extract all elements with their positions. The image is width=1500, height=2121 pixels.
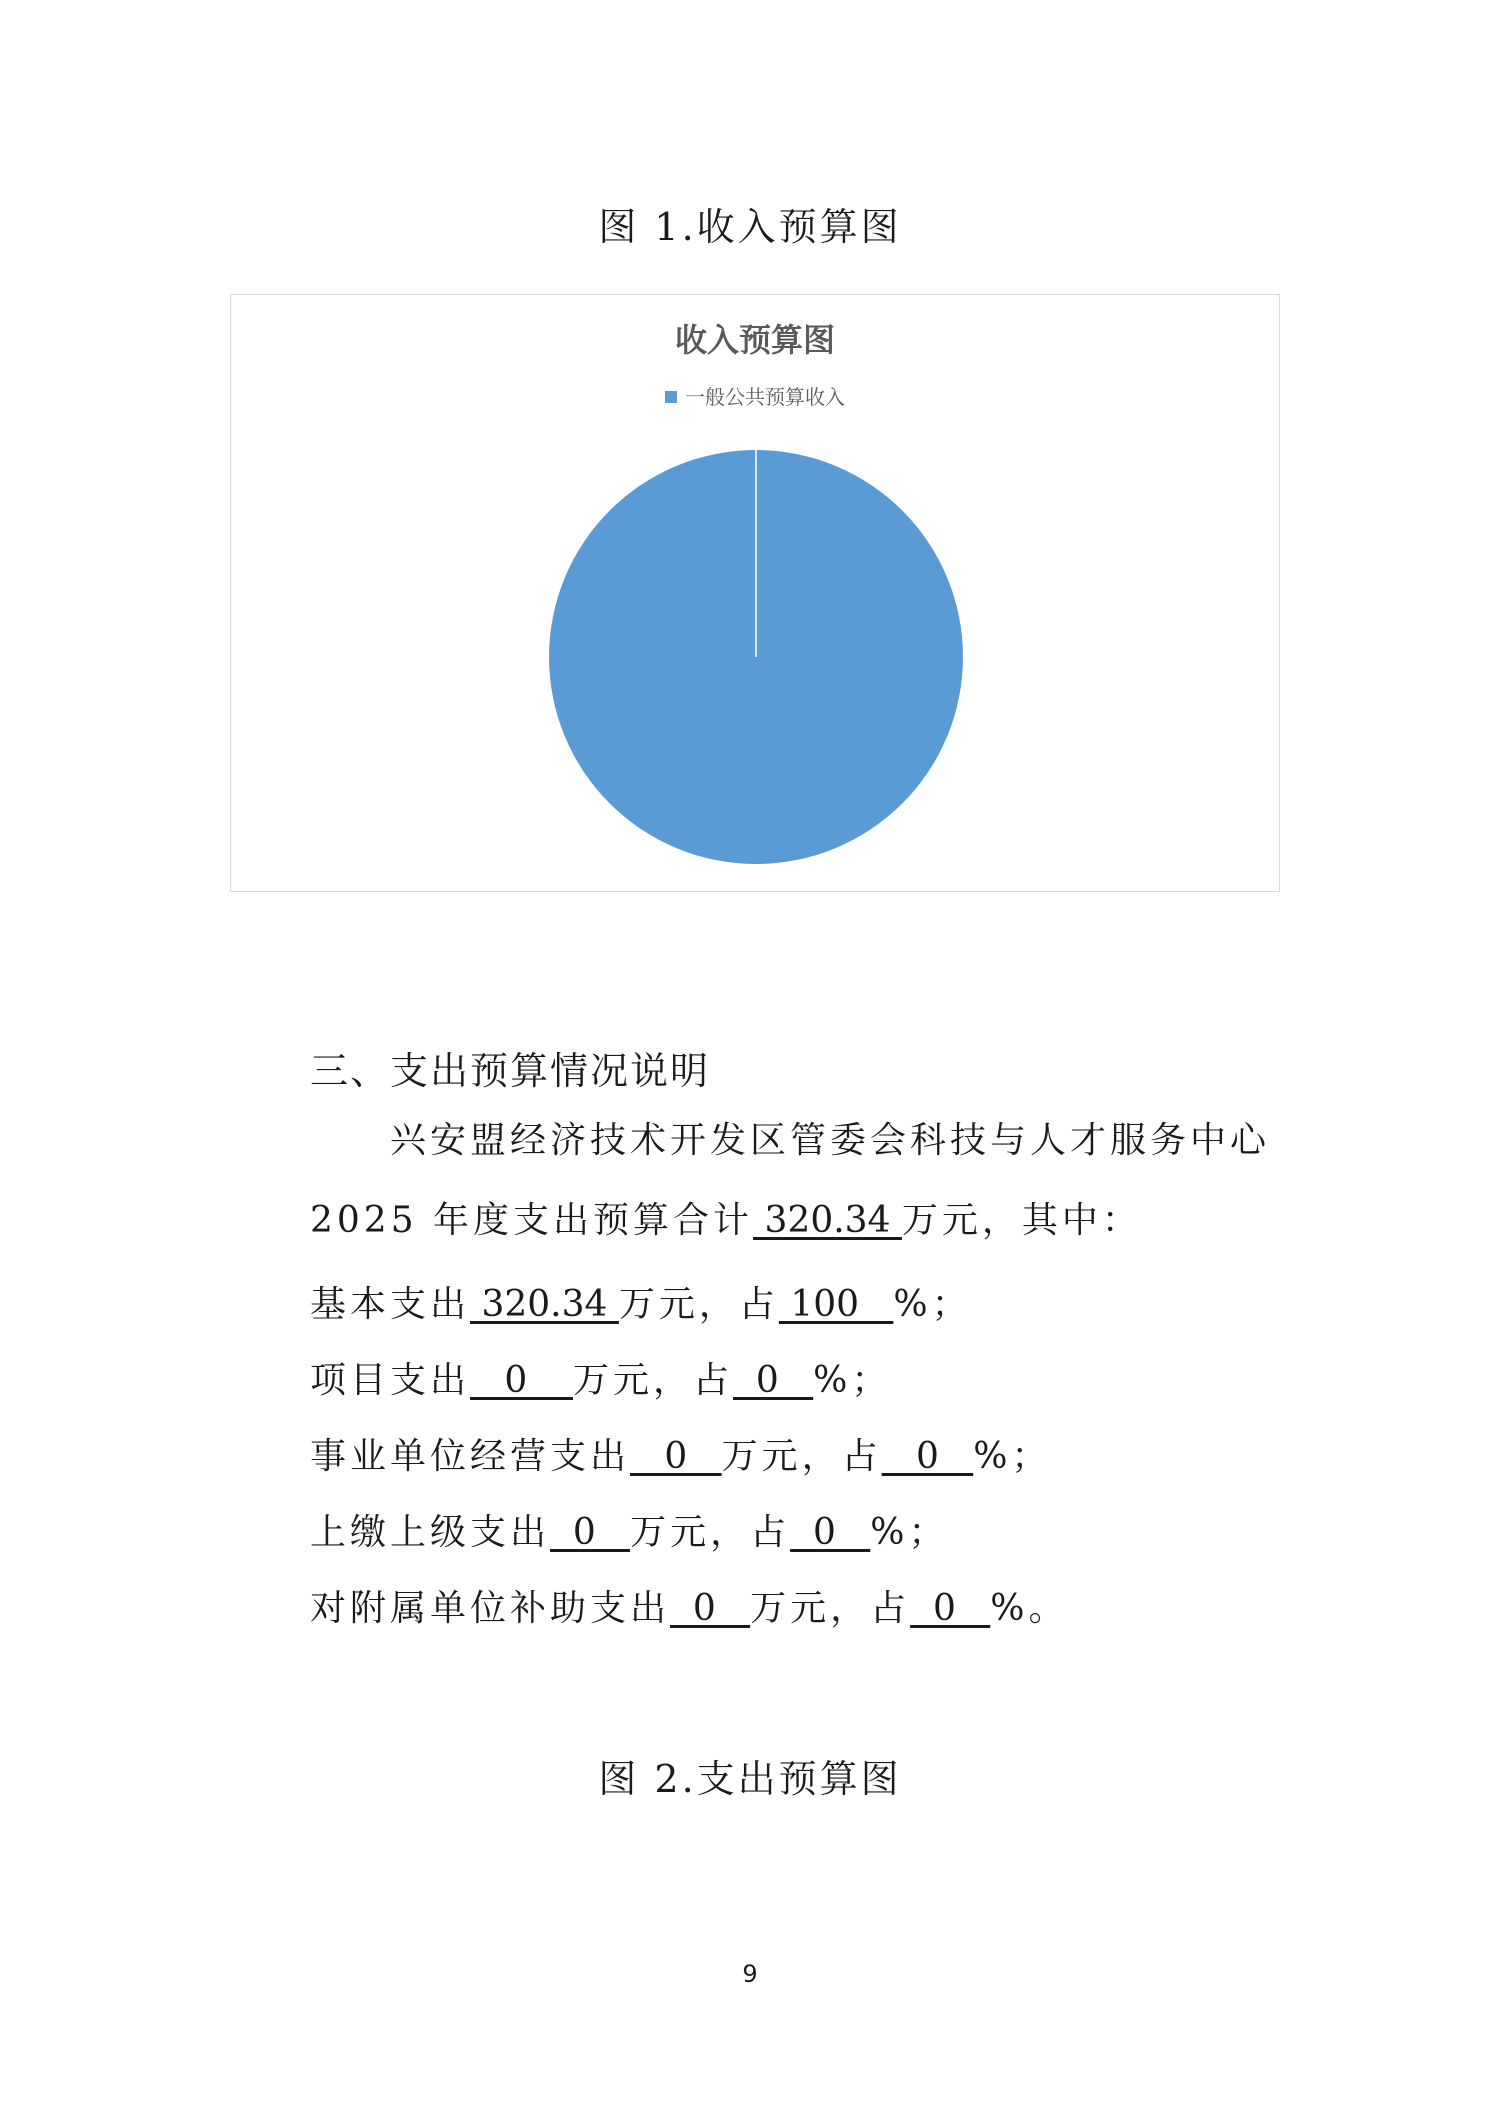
- item-unit: 万元，占: [618, 1284, 779, 1325]
- item-project-expense: [310, 1352, 891, 1403]
- item-unit: 万元，占: [721, 1436, 882, 1477]
- item-end: %。: [990, 1588, 1069, 1629]
- income-budget-chart: [230, 294, 1280, 892]
- item-label: 事业单位经营支出: [310, 1436, 631, 1477]
- item-end: %；: [870, 1512, 949, 1553]
- item-unit: 万元，占: [750, 1588, 911, 1629]
- item-amount: 0: [470, 1360, 574, 1401]
- item-label: 基本支出: [310, 1284, 471, 1325]
- total-suffix: 万元，其中：: [901, 1200, 1142, 1241]
- paragraph-line-2: [310, 1192, 1142, 1243]
- item-remit-expense: [310, 1504, 949, 1555]
- item-unit: 万元，占: [630, 1512, 791, 1553]
- item-amount: 320.34: [470, 1284, 619, 1325]
- item-percent: 0: [881, 1436, 974, 1477]
- legend-label: 一般公共预算收入: [685, 385, 845, 409]
- item-unit: 万元，占: [573, 1360, 734, 1401]
- pie-slices: [549, 450, 963, 864]
- page-number: 9: [742, 1960, 758, 1988]
- item-operating-expense: [310, 1428, 1051, 1479]
- item-subsidy-expense: [310, 1580, 1069, 1631]
- total-prefix: 2025 年度支出预算合计: [310, 1200, 754, 1241]
- item-amount: 0: [550, 1512, 631, 1553]
- item-end: %；: [973, 1436, 1052, 1477]
- item-percent: 0: [733, 1360, 814, 1401]
- item-amount: 0: [670, 1588, 751, 1629]
- item-end: %；: [813, 1360, 892, 1401]
- item-end: %；: [893, 1284, 972, 1325]
- item-label: 上缴上级支出: [310, 1512, 551, 1553]
- item-label: 对附属单位补助支出: [310, 1588, 671, 1629]
- item-percent: 100: [778, 1284, 894, 1325]
- item-label: 项目支出: [310, 1360, 471, 1401]
- figure-1-caption: 图 1.收入预算图: [598, 205, 902, 249]
- chart-title: 收入预算图: [674, 321, 835, 359]
- chart-legend: [231, 381, 1279, 410]
- legend-swatch: [665, 391, 677, 403]
- figure-2-caption: 图 2.支出预算图: [598, 1757, 902, 1801]
- item-amount: 0: [630, 1436, 722, 1477]
- section-heading: 三、支出预算情况说明: [310, 1049, 711, 1093]
- item-percent: 0: [910, 1588, 991, 1629]
- paragraph-line-1: 兴安盟经济技术开发区管委会科技与人才服务中心: [390, 1120, 1271, 1161]
- total-amount: 320.34: [753, 1200, 902, 1241]
- item-basic-expense: [310, 1276, 972, 1327]
- item-percent: 0: [790, 1512, 871, 1553]
